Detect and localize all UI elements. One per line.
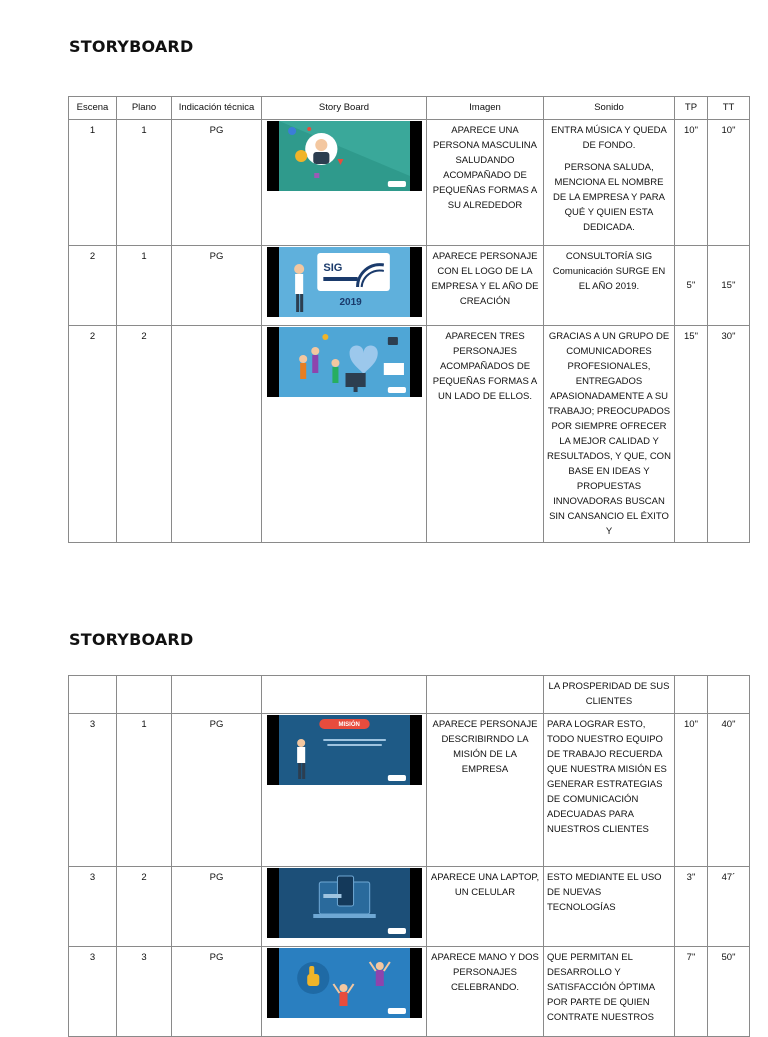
cell-empty [708, 676, 750, 714]
cell-plano: 2 [117, 867, 172, 947]
cell-escena: 2 [69, 246, 117, 326]
cell-indicacion: PG [172, 246, 262, 326]
thumb-mision-label: MISIÓN [338, 722, 360, 728]
cell-storyboard [262, 714, 427, 867]
cell-imagen: APARECE PERSONAJE CON EL LOGO DE LA EMPRESA Y EL AÑO DE CREACIÓN [427, 246, 544, 326]
cell-escena: 3 [69, 867, 117, 947]
header-tp: TP [675, 97, 708, 120]
cell-sonido: QUE PERMITAN EL DESARROLLO Y SATISFACCIÓN ÓPTIMA POR PARTE DE QUIEN CONTRATE NUESTROS [544, 947, 675, 1037]
cell-plano: 1 [117, 120, 172, 246]
cell-plano: 1 [117, 246, 172, 326]
cell-sonido: LA PROSPERIDAD DE SUS CLIENTES [544, 676, 675, 714]
storyboard-table [68, 96, 750, 543]
greeting-person-illustration [267, 121, 422, 191]
cell-tp: 7" [675, 947, 708, 1037]
table-row [69, 120, 750, 246]
mission-illustration [267, 715, 422, 785]
three-characters-illustration [267, 327, 422, 397]
cell-escena: 3 [69, 947, 117, 1037]
cell-storyboard [262, 867, 427, 947]
table-row [69, 714, 750, 867]
cell-storyboard [262, 947, 427, 1037]
cell-plano: 2 [117, 326, 172, 543]
cell-imagen: APARECE PERSONAJE DESCRIBIRNDO LA MISIÓN DE LA EMPRESA [427, 714, 544, 867]
page-title: STORYBOARD [69, 630, 194, 649]
table-header-row [69, 97, 750, 120]
header-indicacion: Indicación técnica [172, 97, 262, 120]
sonido-text: PERSONA SALUDA, MENCIONA EL NOMBRE DE LA EMPRESA Y PARA QUÉ Y QUIEN ESTA DEDICADA. [553, 162, 665, 233]
cell-tt: 47´ [708, 867, 750, 947]
cell-sonido: ESTO MEDIANTE EL USO DE NUEVAS TECNOLOGÍAS [544, 867, 675, 947]
cell-imagen: APARECEN TRES PERSONAJES ACOMPAÑADOS DE PEQUEÑAS FORMAS A UN LADO DE ELLOS. [427, 326, 544, 543]
cell-plano: 3 [117, 947, 172, 1037]
table-row [69, 947, 750, 1037]
cell-imagen: APARECE UNA PERSONA MASCULINA SALUDANDO ACOMPAÑADO DE PEQUEÑAS FORMAS A SU ALREDEDOR [427, 120, 544, 246]
cell-plano: 1 [117, 714, 172, 867]
cell-tp: 10" [675, 714, 708, 867]
header-escena: Escena [69, 97, 117, 120]
cell-tt: 50" [708, 947, 750, 1037]
cell-tt: 15'' [708, 246, 750, 326]
cell-imagen: APARECE MANO Y DOS PERSONAJES CELEBRANDO. [427, 947, 544, 1037]
laptop-phone-illustration [267, 868, 422, 938]
cell-storyboard [262, 326, 427, 543]
header-sonido: Sonido [544, 97, 675, 120]
cell-tp: 10" [675, 120, 708, 246]
logo-2019-illustration [267, 247, 422, 317]
header-imagen: Imagen [427, 97, 544, 120]
cell-tp: 15" [675, 326, 708, 543]
sonido-text: ENTRA MÚSICA Y QUEDA DE FONDO. [551, 125, 667, 151]
cell-tt: 30" [708, 326, 750, 543]
cell-escena: 2 [69, 326, 117, 543]
cell-indicacion: PG [172, 120, 262, 246]
cell-empty [262, 676, 427, 714]
header-plano: Plano [117, 97, 172, 120]
cell-indicacion: PG [172, 947, 262, 1037]
svg-text:SIG: SIG [322, 262, 342, 274]
cell-indicacion: PG [172, 867, 262, 947]
cell-tp: 3" [675, 867, 708, 947]
thumb-year-label: 2019 [339, 297, 362, 308]
cell-sonido: CONSULTORÍA SIG Comunicación SURGE EN EL AÑO 2019. [544, 246, 675, 326]
cell-imagen: APARECE UNA LAPTOP, UN CELULAR [427, 867, 544, 947]
table-row [69, 246, 750, 326]
cell-empty [172, 676, 262, 714]
cell-sonido: GRACIAS A UN GRUPO DE COMUNICADORES PROFESIONALES, ENTREGADOS APASIONADAMENTE A SU TRABAJO; PREOCUPADOS POR SIEMPRE OFRECER LA MEJOR CALIDAD Y RESULTADOS, Y QUE, CON BASE EN IDEAS Y PROPUESTAS INNOVADORAS BUSCAN SIN CANSANCIO EL ÉXITO Y [544, 326, 675, 543]
cell-sonido: PARA LOGRAR ESTO, TODO NUESTRO EQUIPO DE TRABAJO RECUERDA QUE NUESTRA MISIÓN ES GENERAR ESTRATEGIAS DE COMUNICACIÓN ADECUADAS PARA NUESTROS CLIENTES [544, 714, 675, 867]
cell-empty [675, 676, 708, 714]
header-story-board: Story Board [262, 97, 427, 120]
cell-escena: 3 [69, 714, 117, 867]
cell-sonido [544, 120, 675, 246]
cell-empty [117, 676, 172, 714]
page-title: STORYBOARD [69, 37, 194, 56]
storyboard-table [68, 675, 750, 1037]
header-tt: TT [708, 97, 750, 120]
cell-empty [427, 676, 544, 714]
cell-indicacion: PG [172, 714, 262, 867]
table-row [69, 867, 750, 947]
table-row [69, 326, 750, 543]
cell-escena: 1 [69, 120, 117, 246]
cell-empty [69, 676, 117, 714]
cell-storyboard [262, 246, 427, 326]
cell-tt: 10" [708, 120, 750, 246]
celebration-illustration [267, 948, 422, 1018]
cell-tp: 5'' [675, 246, 708, 326]
cell-indicacion [172, 326, 262, 543]
cell-storyboard [262, 120, 427, 246]
table-row [69, 676, 750, 714]
cell-tt: 40" [708, 714, 750, 867]
